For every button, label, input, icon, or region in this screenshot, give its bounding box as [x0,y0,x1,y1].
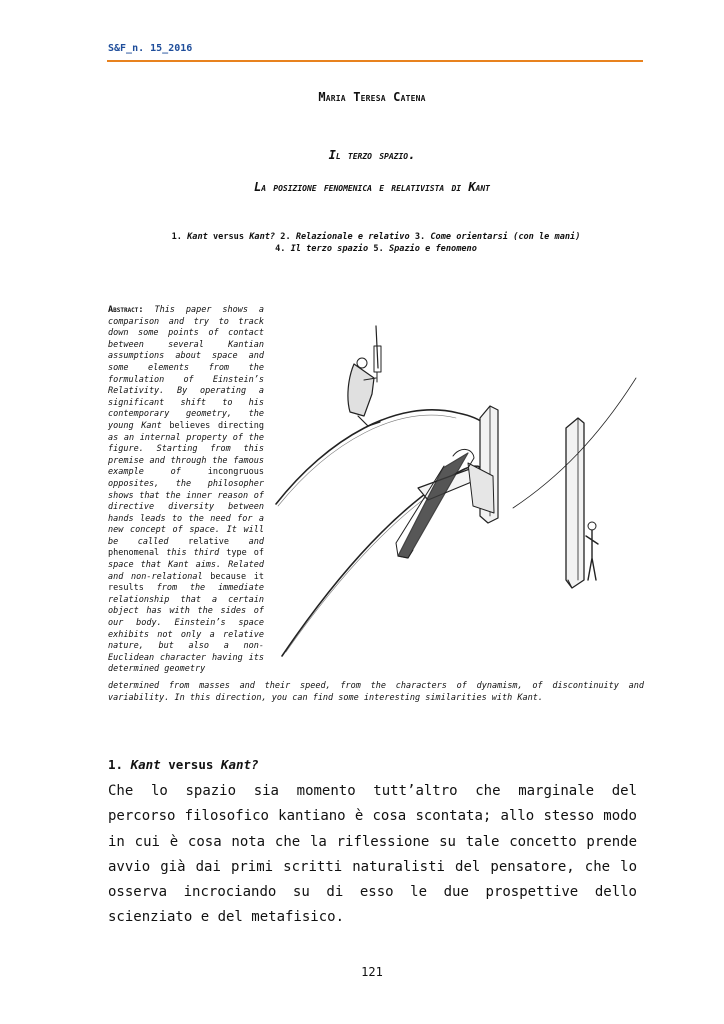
title-line-2: La posizione fenomenica e relativista di Kant [253,180,490,194]
toc-item [373,244,477,254]
abstract-segment: believes directing [169,420,264,431]
section-1-paragraph: Che lo spazio sia momento tutt’altro che marginale del percorso filosofico kantiano è cosa scontata; allo stesso modo in cui è cosa nota che la riflessione su tale concetto prende avvio già dai primi scritti naturalisti del pensatore, che lo osserva incrociando su di esso le due prospettive dello scienziato e del metafisico. [108,783,637,926]
toc-line-1 [108,231,644,243]
abstract-segment: as an internal property of the figure. Starting from this premise and through the famous example of [108,432,264,478]
section-1-heading [108,757,259,772]
abstract-segment: from the immediate relationship that a certain object has with the sides of our body. Einstein’s space exhibits not only a relative nature, but also a non-Euclidean character having its determined geometry [108,583,264,675]
toc-item-part: Come orientarsi (con le mani) [430,232,581,242]
abstract-segment: this third [159,548,227,559]
abstract-segment: phenomenal [108,548,160,559]
toc-item [275,244,368,254]
section-1-title-part: Kant [130,757,161,772]
toc-item [280,232,409,242]
toc-item-number: 5. [373,244,389,254]
abstract-segment: because it results [108,571,264,594]
abstract-column [108,305,264,676]
abstract-segment: relative [188,536,230,547]
abstract-segment: and [229,536,264,547]
abstract-body [108,305,264,674]
toc-item-number: 3. [414,232,431,242]
section-1-title-part: versus [160,757,221,772]
illustration [268,318,640,668]
title-line-1: Il terzo spazio. [328,148,416,162]
toc-line-2 [108,243,644,255]
abstract-tail: determined from masses and their speed, from the characters of dynamism, of discontinuity and variability. In this direction, you can find some interesting similarities with Kant. [108,681,644,703]
toc-item [415,232,581,242]
toc-item-part: Il terzo spazio [290,244,369,254]
toc-item-part: Spazio e fenomeno [388,244,477,254]
page-number: 121 [361,965,383,979]
toc-item-part: Kant? [249,232,276,242]
section-1-title [131,757,259,772]
toc-item-part: Kant [187,232,208,242]
abstract-segment: type of [226,548,264,559]
header-rule [107,60,643,62]
section-1-title-part: Kant? [220,757,259,772]
section-1-number: 1. [108,757,124,772]
author-name: Maria Teresa Catena [318,90,426,104]
toc-item-number: 4. [275,244,291,254]
toc-item-part: versus [207,232,250,242]
abstract-segment: opposites, the philosopher shows that the inner reason of directive diversity between hands leads to the need for a new concept of space. It will be called [108,478,264,547]
journal-header: S&F_n. 15_2016 [108,43,193,54]
abstract-segment: space that Kant aims. Related and non-relational [108,560,264,582]
abstract-segment: incongruous [207,467,264,478]
toc-item-part: Relazionale e relativo [295,232,410,242]
toc-item [172,232,276,242]
toc-item-number: 2. [280,232,296,242]
toc-item-number: 1. [171,232,188,242]
abstract-segment: This paper shows a comparison and try to track down some points of contact between several Kantian assumptions about space and some elements from the formulation of Einstein’s Relativity. By operating a significant shift to his contemporary geometry, the young Kant [108,305,264,431]
abstract-label: Abstract: [108,305,144,315]
